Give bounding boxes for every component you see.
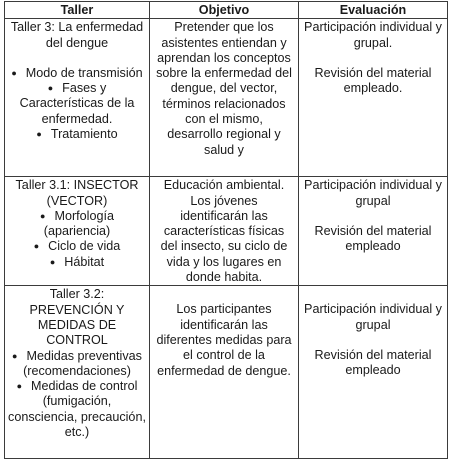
taller-title: Taller 3.2: PREVENCIÓN Y MEDIDAS DE CONTROL (29, 287, 125, 348)
list-item (8, 81, 146, 127)
bullet-icon: ● (49, 256, 56, 267)
evaluacion-cell (299, 286, 448, 459)
topic-text: Fases y Características de la enfermedad. (19, 81, 135, 126)
objetivo-text: Educación ambiental. Los jóvenes identificarán las características físicas del insecto, su ciclo de vida y los lugares en donde habita. (160, 178, 288, 285)
evaluacion-participacion: Participación individual y grupal (304, 178, 442, 208)
topic-text: Medidas preventivas (recomendaciones) (23, 348, 142, 378)
evaluacion-cell (299, 177, 448, 286)
workshop-table (4, 1, 448, 459)
topic-text: Modo de transmisión (25, 65, 143, 80)
list-item (8, 349, 146, 380)
taller-topics (8, 209, 146, 270)
topic-text: Medidas de control (fumigación, consciencia, precaución, etc.) (8, 379, 146, 440)
objetivo-cell (150, 19, 299, 177)
bullet-icon: ● (33, 241, 40, 252)
evaluacion-participacion: Participación individual y grupal. (304, 20, 442, 50)
list-item (8, 66, 146, 81)
bullet-icon: ● (47, 83, 54, 94)
objetivo-text: Los participantes identificarán las diferentes medidas para el control de la enfermedad de dengue. (156, 302, 292, 378)
topic-text: Hábitat (64, 254, 105, 269)
taller-topics (8, 66, 146, 142)
evaluacion-cell (299, 19, 448, 177)
header-row (5, 2, 448, 19)
taller-cell (5, 19, 150, 177)
bullet-icon: ● (16, 381, 22, 392)
taller-title: Taller 3.1: INSECTOR (VECTOR) (15, 178, 139, 208)
bullet-icon: ● (36, 129, 42, 140)
objetivo-cell (150, 286, 299, 459)
bullet-icon: ● (11, 67, 17, 78)
table-row (5, 177, 448, 286)
header-objetivo: Objetivo (150, 2, 299, 19)
objetivo-text: Pretender que los asistentes entiendan y aprendan los conceptos sobre la enfermedad del dengue, del vector, términos relacionados con el mismo, desarrollo regional y salud y (156, 20, 292, 157)
evaluacion-participacion: Participación individual y grupal (304, 302, 442, 332)
header-taller: Taller (5, 2, 150, 19)
table-row (5, 286, 448, 459)
header-evaluacion: Evaluación (299, 2, 448, 19)
taller-title: Taller 3: La enfermedad del dengue (10, 20, 144, 50)
topic-text: Morfología (apariencia) (43, 208, 114, 239)
taller-topics (8, 349, 146, 441)
taller-cell (5, 177, 150, 286)
topic-text: Ciclo de vida (48, 239, 121, 254)
evaluacion-revision: Revisión del material empleado (314, 347, 432, 378)
objetivo-cell (150, 177, 299, 286)
bullet-icon: ● (40, 210, 46, 221)
list-item (8, 239, 146, 254)
list-item (8, 379, 146, 440)
list-item (8, 255, 146, 270)
list-item (8, 209, 146, 240)
table-row (5, 19, 448, 177)
taller-cell (5, 286, 150, 459)
list-item (8, 127, 146, 142)
topic-text: Tratamiento (50, 127, 118, 142)
bullet-icon: ● (12, 350, 18, 361)
evaluacion-revision: Revisión del material empleado. (314, 65, 432, 96)
evaluacion-revision: Revisión del material empleado (314, 223, 432, 254)
